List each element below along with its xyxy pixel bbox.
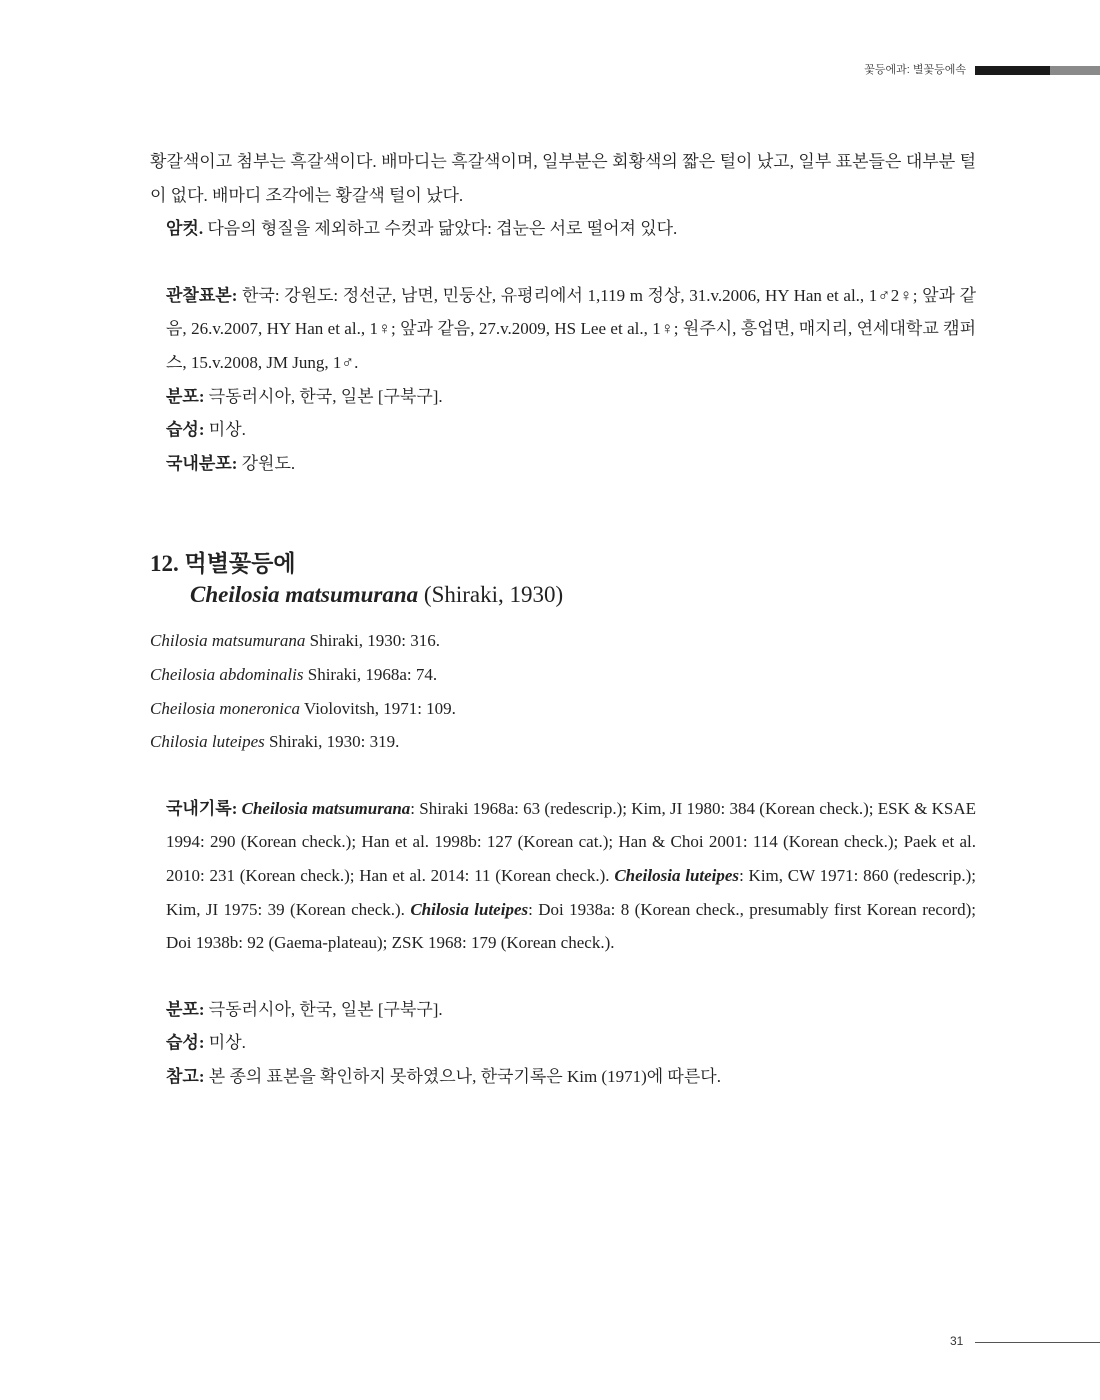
header-bar-grey bbox=[1050, 66, 1100, 75]
synonym-name: Chilosia matsumurana bbox=[150, 631, 306, 651]
note-text: 본 종의 표본을 확인하지 못하였으나, 한국기록은 Kim (1971)에 따른다. bbox=[204, 1066, 721, 1086]
synonym-ref: Violovitsh, 1971: 109. bbox=[300, 698, 456, 718]
species-scientific-title bbox=[190, 579, 976, 610]
synonym-name: Cheilosia abdominalis bbox=[150, 664, 304, 684]
specimens-paragraph bbox=[150, 279, 976, 380]
records-text-1: : Shiraki 1968a: 63 (redescrip.); Kim, JI 1980: 384 (Korean check.); ESK & KSAE 1994: 290 (Korean check.); Han et al. 1998b: 127 (Korean cat.); Han & Choi 2001: 114 (Korean check.); Paek et al. 2010: 231 (Korean check.); Han et al. 2014: 11 (Korean check.). bbox=[166, 798, 977, 885]
specimens-text: 한국: 강원도: 정선군, 남면, 민둥산, 유평리에서 1,119 m 정상, 31.v.2006, HY Han et al., 1♂2♀; 앞과 같음, 26.v.2007, HY Han et al., 1♀; 앞과 같음, 27.v.2009, HS Lee et al., 1♀; 원주시, 흥업면, 매지리, 연세대학교 캠퍼스, 15.v.2008, JM Jung, 1♂. bbox=[166, 285, 976, 372]
species-scientific-name: Cheilosia matsumurana bbox=[190, 582, 419, 608]
female-paragraph bbox=[150, 212, 976, 246]
korea-distribution-label: 국내분포: bbox=[166, 453, 238, 473]
synonym-name: Cheilosia moneronica bbox=[150, 698, 300, 718]
habit-line bbox=[150, 1026, 976, 1060]
note-line bbox=[150, 1060, 976, 1094]
species-heading: 12. 먹별꽃등에 bbox=[150, 551, 296, 577]
records-text-3: : Doi 1938a: 8 (Korean check., presumably first Korean record); Doi 1938b: 92 (Gaema-plateau); ZSK 1968: 179 (Korean check.). bbox=[166, 899, 976, 953]
synonym-item bbox=[150, 658, 976, 692]
note-label: 참고: bbox=[166, 1066, 205, 1086]
page-number: 31 bbox=[950, 1334, 964, 1348]
records-label: 국내기록: bbox=[166, 798, 238, 818]
synonym-item bbox=[150, 692, 976, 726]
footer-rule bbox=[975, 1342, 1100, 1343]
habit-text: 미상. bbox=[204, 420, 246, 440]
synonym-ref: Shiraki, 1968a: 74. bbox=[303, 664, 438, 684]
running-header-title: 꽃등에과: 별꽃등에속 bbox=[864, 64, 966, 76]
records-text-2: : Kim, CW 1971: 860 (redescrip.); Kim, JI 1975: 39 (Korean check.). bbox=[166, 865, 976, 919]
records-name-2: Cheilosia luteipes bbox=[614, 865, 740, 885]
distribution-text: 극동러시아, 한국, 일본 [구북구]. bbox=[204, 999, 443, 1019]
records-name-1: Cheilosia matsumurana bbox=[241, 798, 411, 818]
female-label: 암컷. bbox=[166, 219, 204, 239]
running-header bbox=[0, 62, 1100, 80]
habit-line bbox=[150, 413, 976, 447]
habit-label: 습성: bbox=[166, 1033, 205, 1053]
distribution-line bbox=[150, 380, 976, 414]
habit-label: 습성: bbox=[166, 420, 205, 440]
synonym-item bbox=[150, 624, 976, 658]
distribution-label: 분포: bbox=[166, 999, 205, 1019]
habit-text: 미상. bbox=[204, 1033, 246, 1053]
synonym-item bbox=[150, 725, 976, 759]
records-paragraph bbox=[150, 792, 976, 960]
page-body bbox=[150, 145, 976, 1093]
page-footer bbox=[0, 1334, 1100, 1354]
distribution-label: 분포: bbox=[166, 386, 205, 406]
records-name-3: Chilosia luteipes bbox=[410, 899, 529, 919]
female-text: 다음의 형질을 제외하고 수컷과 닮았다: 겹눈은 서로 떨어져 있다. bbox=[203, 219, 678, 239]
korea-distribution-text: 강원도. bbox=[237, 453, 296, 473]
header-bar-dark bbox=[975, 66, 1050, 75]
distribution-line bbox=[150, 993, 976, 1027]
korea-distribution-line bbox=[150, 447, 976, 481]
species-author: (Shiraki, 1930) bbox=[418, 582, 564, 608]
synonym-ref: Shiraki, 1930: 319. bbox=[264, 732, 400, 752]
specimens-label: 관찰표본: bbox=[166, 285, 238, 305]
distribution-text: 극동러시아, 한국, 일본 [구북구]. bbox=[204, 386, 443, 406]
description-paragraph: 황갈색이고 첨부는 흑갈색이다. 배마디는 흑갈색이며, 일부분은 회황색의 짧은 털이 났고, 일부 표본들은 대부분 털이 없다. 배마디 조각에는 황갈색 털이 났다. bbox=[150, 152, 976, 205]
synonym-name: Chilosia luteipes bbox=[150, 732, 265, 752]
synonym-ref: Shiraki, 1930: 316. bbox=[305, 631, 440, 651]
